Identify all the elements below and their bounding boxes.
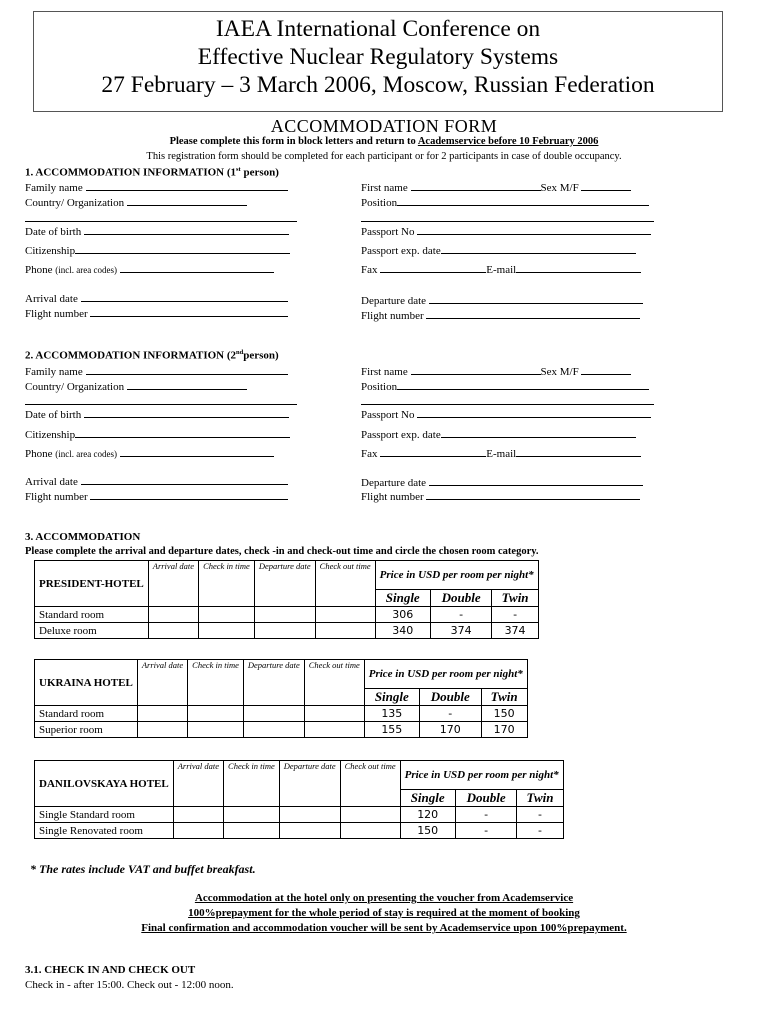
col-check-in-time: Check in time [224,761,280,807]
p2-fax-email-field[interactable]: Fax E-mail [361,446,641,461]
price-single[interactable]: 120 [400,807,455,823]
p1-passport-no-field[interactable]: Passport No [361,224,651,239]
hotel-table [34,760,564,839]
p2-departure-date-field[interactable]: Departure date [361,475,643,490]
col-twin: Twin [517,790,563,807]
price-double[interactable]: - [430,607,492,623]
p2-country-org-field[interactable]: Country/ Organization [25,379,247,394]
p1-fax-email-field[interactable]: Fax E-mail [361,262,641,277]
col-departure-date: Departure date [279,761,340,807]
col-check-in-time: Check in time [188,660,244,706]
conference-title-line2: Effective Nuclear Regulatory Systems [197,44,559,70]
section31-title: 3.1. CHECK IN AND CHECK OUT [25,964,196,976]
price-single[interactable]: 150 [400,823,455,839]
price-single[interactable]: 155 [364,722,419,738]
p1-flight-number-field[interactable]: Flight number [25,306,288,321]
p1-family-name-field[interactable]: Family name [25,180,288,195]
col-check-out-time: Check out time [315,561,375,607]
hotel-name: UKRAINA HOTEL [35,660,138,706]
arrival-date-cell[interactable] [137,706,187,722]
p1-country-org-line2[interactable] [25,221,297,222]
price-single[interactable]: 135 [364,706,419,722]
col-arrival-date: Arrival date [173,761,223,807]
price-double[interactable]: - [455,807,517,823]
arrival-date-cell[interactable] [173,807,223,823]
room-row [35,623,539,639]
arrival-date-cell[interactable] [137,722,187,738]
departure-date-cell[interactable] [279,823,340,839]
check-out-cell[interactable] [340,807,400,823]
p2-first-name-field[interactable]: First name Sex M/F [361,364,631,379]
hotel-name: PRESIDENT-HOTEL [35,561,149,607]
room-row [35,807,564,823]
room-row [35,823,564,839]
col-departure-date: Departure date [243,660,304,706]
col-double: Double [430,590,492,607]
check-in-cell[interactable] [224,807,280,823]
arrival-date-cell[interactable] [173,823,223,839]
section3-title: 3. ACCOMMODATION [25,531,141,543]
p2-position-line2[interactable] [361,404,654,405]
departure-date-cell[interactable] [279,807,340,823]
p1-phone-field[interactable]: Phone (incl. area codes) [25,262,274,277]
form-instruction: Please complete this form in block letters and return to Academservice before 10 February 2006 [169,136,599,147]
price-twin[interactable]: - [517,807,563,823]
p2-arrival-date-field[interactable]: Arrival date [25,474,288,489]
col-arrival-date: Arrival date [137,660,187,706]
col-twin: Twin [492,590,538,607]
p2-flight-number-right-field[interactable]: Flight number [361,489,640,504]
room-type: Standard room [35,607,149,623]
room-type: Single Standard room [35,807,174,823]
price-double[interactable]: 170 [419,722,481,738]
p1-dob-field[interactable]: Date of birth [25,224,289,239]
p2-family-name-field[interactable]: Family name [25,364,288,379]
col-departure-date: Departure date [254,561,315,607]
price-twin[interactable]: 374 [492,623,538,639]
price-single[interactable]: 340 [375,623,430,639]
section31-text: Check in - after 15:00. Check out - 12:00 noon. [25,979,234,991]
room-type: Standard room [35,706,138,722]
col-single: Single [375,590,430,607]
p1-position-field[interactable]: Position [361,195,649,210]
section3-instruction: Please complete the arrival and departure dates, check -in and check-out time and circle the chosen room category. [25,546,539,557]
p2-country-org-line2[interactable] [25,404,297,405]
p1-arrival-date-field[interactable]: Arrival date [25,291,288,306]
p2-position-field[interactable]: Position [361,379,649,394]
price-double[interactable]: 374 [430,623,492,639]
col-check-out-time: Check out time [340,761,400,807]
col-single: Single [364,689,419,706]
room-row [35,722,528,738]
condition-prepayment: 100%prepayment for the whole period of stay is required at the moment of booking [188,907,580,919]
p2-passport-exp-field[interactable]: Passport exp. date [361,427,636,442]
p1-departure-date-field[interactable]: Departure date [361,293,643,308]
room-type: Deluxe room [35,623,149,639]
col-price-header: Price in USD per room per night* [364,660,527,689]
p2-phone-field[interactable]: Phone (incl. area codes) [25,446,274,461]
room-row [35,706,528,722]
col-double: Double [455,790,517,807]
price-twin[interactable]: - [517,823,563,839]
col-check-out-time: Check out time [304,660,364,706]
p2-flight-number-field[interactable]: Flight number [25,489,288,504]
p1-country-org-field[interactable]: Country/ Organization [25,195,247,210]
condition-confirmation: Final confirmation and accommodation voucher will be sent by Academservice upon 100%prepayment. [141,922,627,934]
col-price-header: Price in USD per room per night* [400,761,563,790]
room-row [35,607,539,623]
check-out-cell[interactable] [304,706,364,722]
hotel-table [34,659,528,738]
check-in-cell[interactable] [199,623,255,639]
p1-first-name-field[interactable]: First name Sex M/F [361,180,631,195]
hotel-table [34,560,539,639]
arrival-date-cell[interactable] [148,623,198,639]
hotel-name: DANILOVSKAYA HOTEL [35,761,174,807]
price-double[interactable]: - [419,706,481,722]
check-in-cell[interactable] [224,823,280,839]
price-twin[interactable]: - [492,607,538,623]
check-in-cell[interactable] [188,706,244,722]
section1-title: 1. ACCOMMODATION INFORMATION (1st person) [25,166,279,179]
col-check-in-time: Check in time [199,561,255,607]
price-twin[interactable]: 170 [481,722,527,738]
p1-position-line2[interactable] [361,221,654,222]
price-single[interactable]: 306 [375,607,430,623]
departure-date-cell[interactable] [243,722,304,738]
arrival-date-cell[interactable] [148,607,198,623]
condition-voucher: Accommodation at the hotel only on presenting the voucher from Academservice [194,892,574,904]
form-title: ACCOMMODATION FORM [270,116,498,136]
conference-title-line1: IAEA International Conference on [215,16,541,42]
col-double: Double [419,689,481,706]
rates-note: * The rates include VAT and buffet breakfast. [30,862,256,876]
p2-dob-field[interactable]: Date of birth [25,407,289,422]
price-double[interactable]: - [455,823,517,839]
price-twin[interactable]: 150 [481,706,527,722]
col-price-header: Price in USD per room per night* [375,561,538,590]
departure-date-cell[interactable] [254,623,315,639]
conference-title-line3: 27 February – 3 March 2006, Moscow, Russian Federation [101,72,655,98]
room-type: Single Renovated room [35,823,174,839]
check-out-cell[interactable] [304,722,364,738]
form-instruction-2: This registration form should be completed for each participant or for 2 participants in case of double occupancy. [146,151,622,162]
check-in-cell[interactable] [199,607,255,623]
p2-passport-no-field[interactable]: Passport No [361,407,651,422]
col-single: Single [400,790,455,807]
check-out-cell[interactable] [340,823,400,839]
check-out-cell[interactable] [315,607,375,623]
check-in-cell[interactable] [188,722,244,738]
p1-flight-number-right-field[interactable]: Flight number [361,308,640,323]
room-type: Superior room [35,722,138,738]
p1-citizenship-field[interactable]: Citizenship [25,243,290,258]
academservice-link: Academservice [417,136,486,147]
p2-citizenship-field[interactable]: Citizenship [25,427,290,442]
section2-title: 2. ACCOMMODATION INFORMATION (2ndperson) [25,349,279,362]
departure-date-cell[interactable] [254,607,315,623]
p1-passport-exp-field[interactable]: Passport exp. date [361,243,636,258]
col-arrival-date: Arrival date [148,561,198,607]
check-out-cell[interactable] [315,623,375,639]
departure-date-cell[interactable] [243,706,304,722]
col-twin: Twin [481,689,527,706]
